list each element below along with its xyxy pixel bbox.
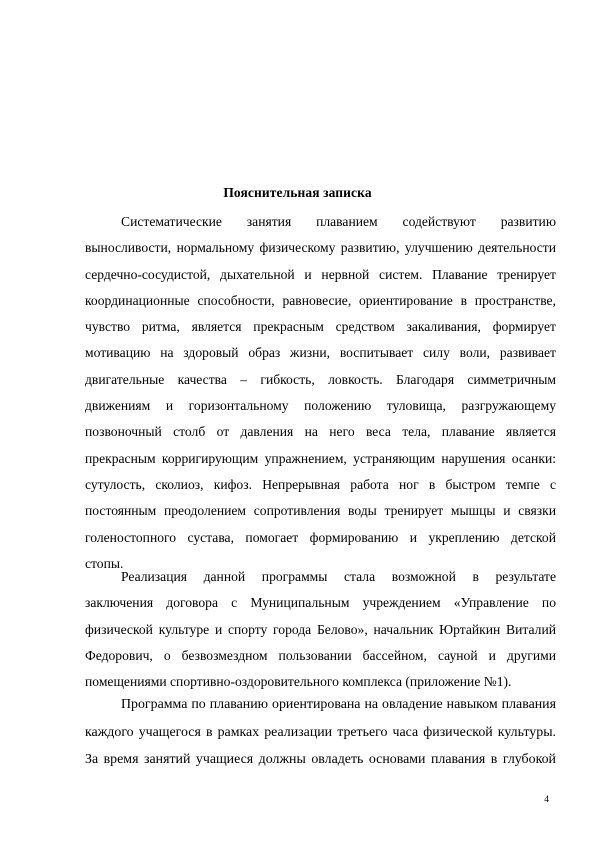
text-line: Реализация данной программы стала возможной в результате	[121, 569, 556, 584]
page-number: 4	[544, 795, 549, 805]
text-line: координационные способности, равновесие, ориентирование в пространстве,	[85, 292, 556, 308]
text-line: постоянным преодолением сопротивления воды тренирует мышцы и связки	[85, 503, 556, 519]
text-line: Систематические занятия плаванием содействуют развитию	[121, 214, 556, 229]
text-line: сутулость, сколиоз, кифоз. Непрерывная работа ног в быстром темпе с	[85, 476, 556, 492]
text-line: выносливости, нормальному физическому развитию, улучшению деятельности	[85, 240, 556, 256]
paragraph-program-realization	[85, 564, 556, 695]
text-line: голеностопного сустава, помогает формированию и укреплению детской	[85, 529, 556, 545]
text-line: мотивацию на здоровый образ жизни, воспитывает силу воли, развивает	[85, 345, 556, 361]
text-line: каждого учащегося в рамках реализации третьего часа физической культуры.	[85, 724, 556, 740]
text-line: позвоночный столб от давления на него веса тела, плавание является	[85, 424, 556, 440]
text-line: двигательные качества – гибкость, ловкость. Благодаря симметричным	[85, 371, 556, 387]
paragraph-swimming-benefits	[85, 209, 556, 577]
text-line: прекрасным корригирующим упражнением, устраняющим нарушения осанки:	[85, 450, 556, 466]
text-line: Федорович, о безвозмездном пользовании бассейном, сауной и другими	[85, 647, 556, 663]
text-line: стопы.	[85, 555, 124, 571]
text-line: За время занятий учащиеся должны овладеть основами плавания в глубокой	[85, 752, 556, 767]
text-line: помещениями спортивно-оздоровительного комплекса (приложение №1).	[85, 674, 512, 690]
document-title: Пояснительная записка	[223, 185, 372, 200]
text-line: чувство ритма, является прекрасным средством закаливания, формирует	[85, 319, 556, 335]
text-line: сердечно-сосудистой, дыхательной и нервной систем. Плавание тренирует	[85, 266, 556, 282]
text-line: Программа по плаванию ориентирована на овладение навыком плавания	[121, 697, 556, 712]
paragraph-program-orientation	[85, 691, 556, 774]
text-line: заключения договора с Муниципальным учреждением «Управление по	[85, 595, 556, 611]
text-line: физической культуре и спорту города Белово», начальник Юртайкин Виталий	[85, 621, 556, 637]
text-line: движениям и горизонтальному положению туловища, разгружающему	[85, 398, 556, 414]
